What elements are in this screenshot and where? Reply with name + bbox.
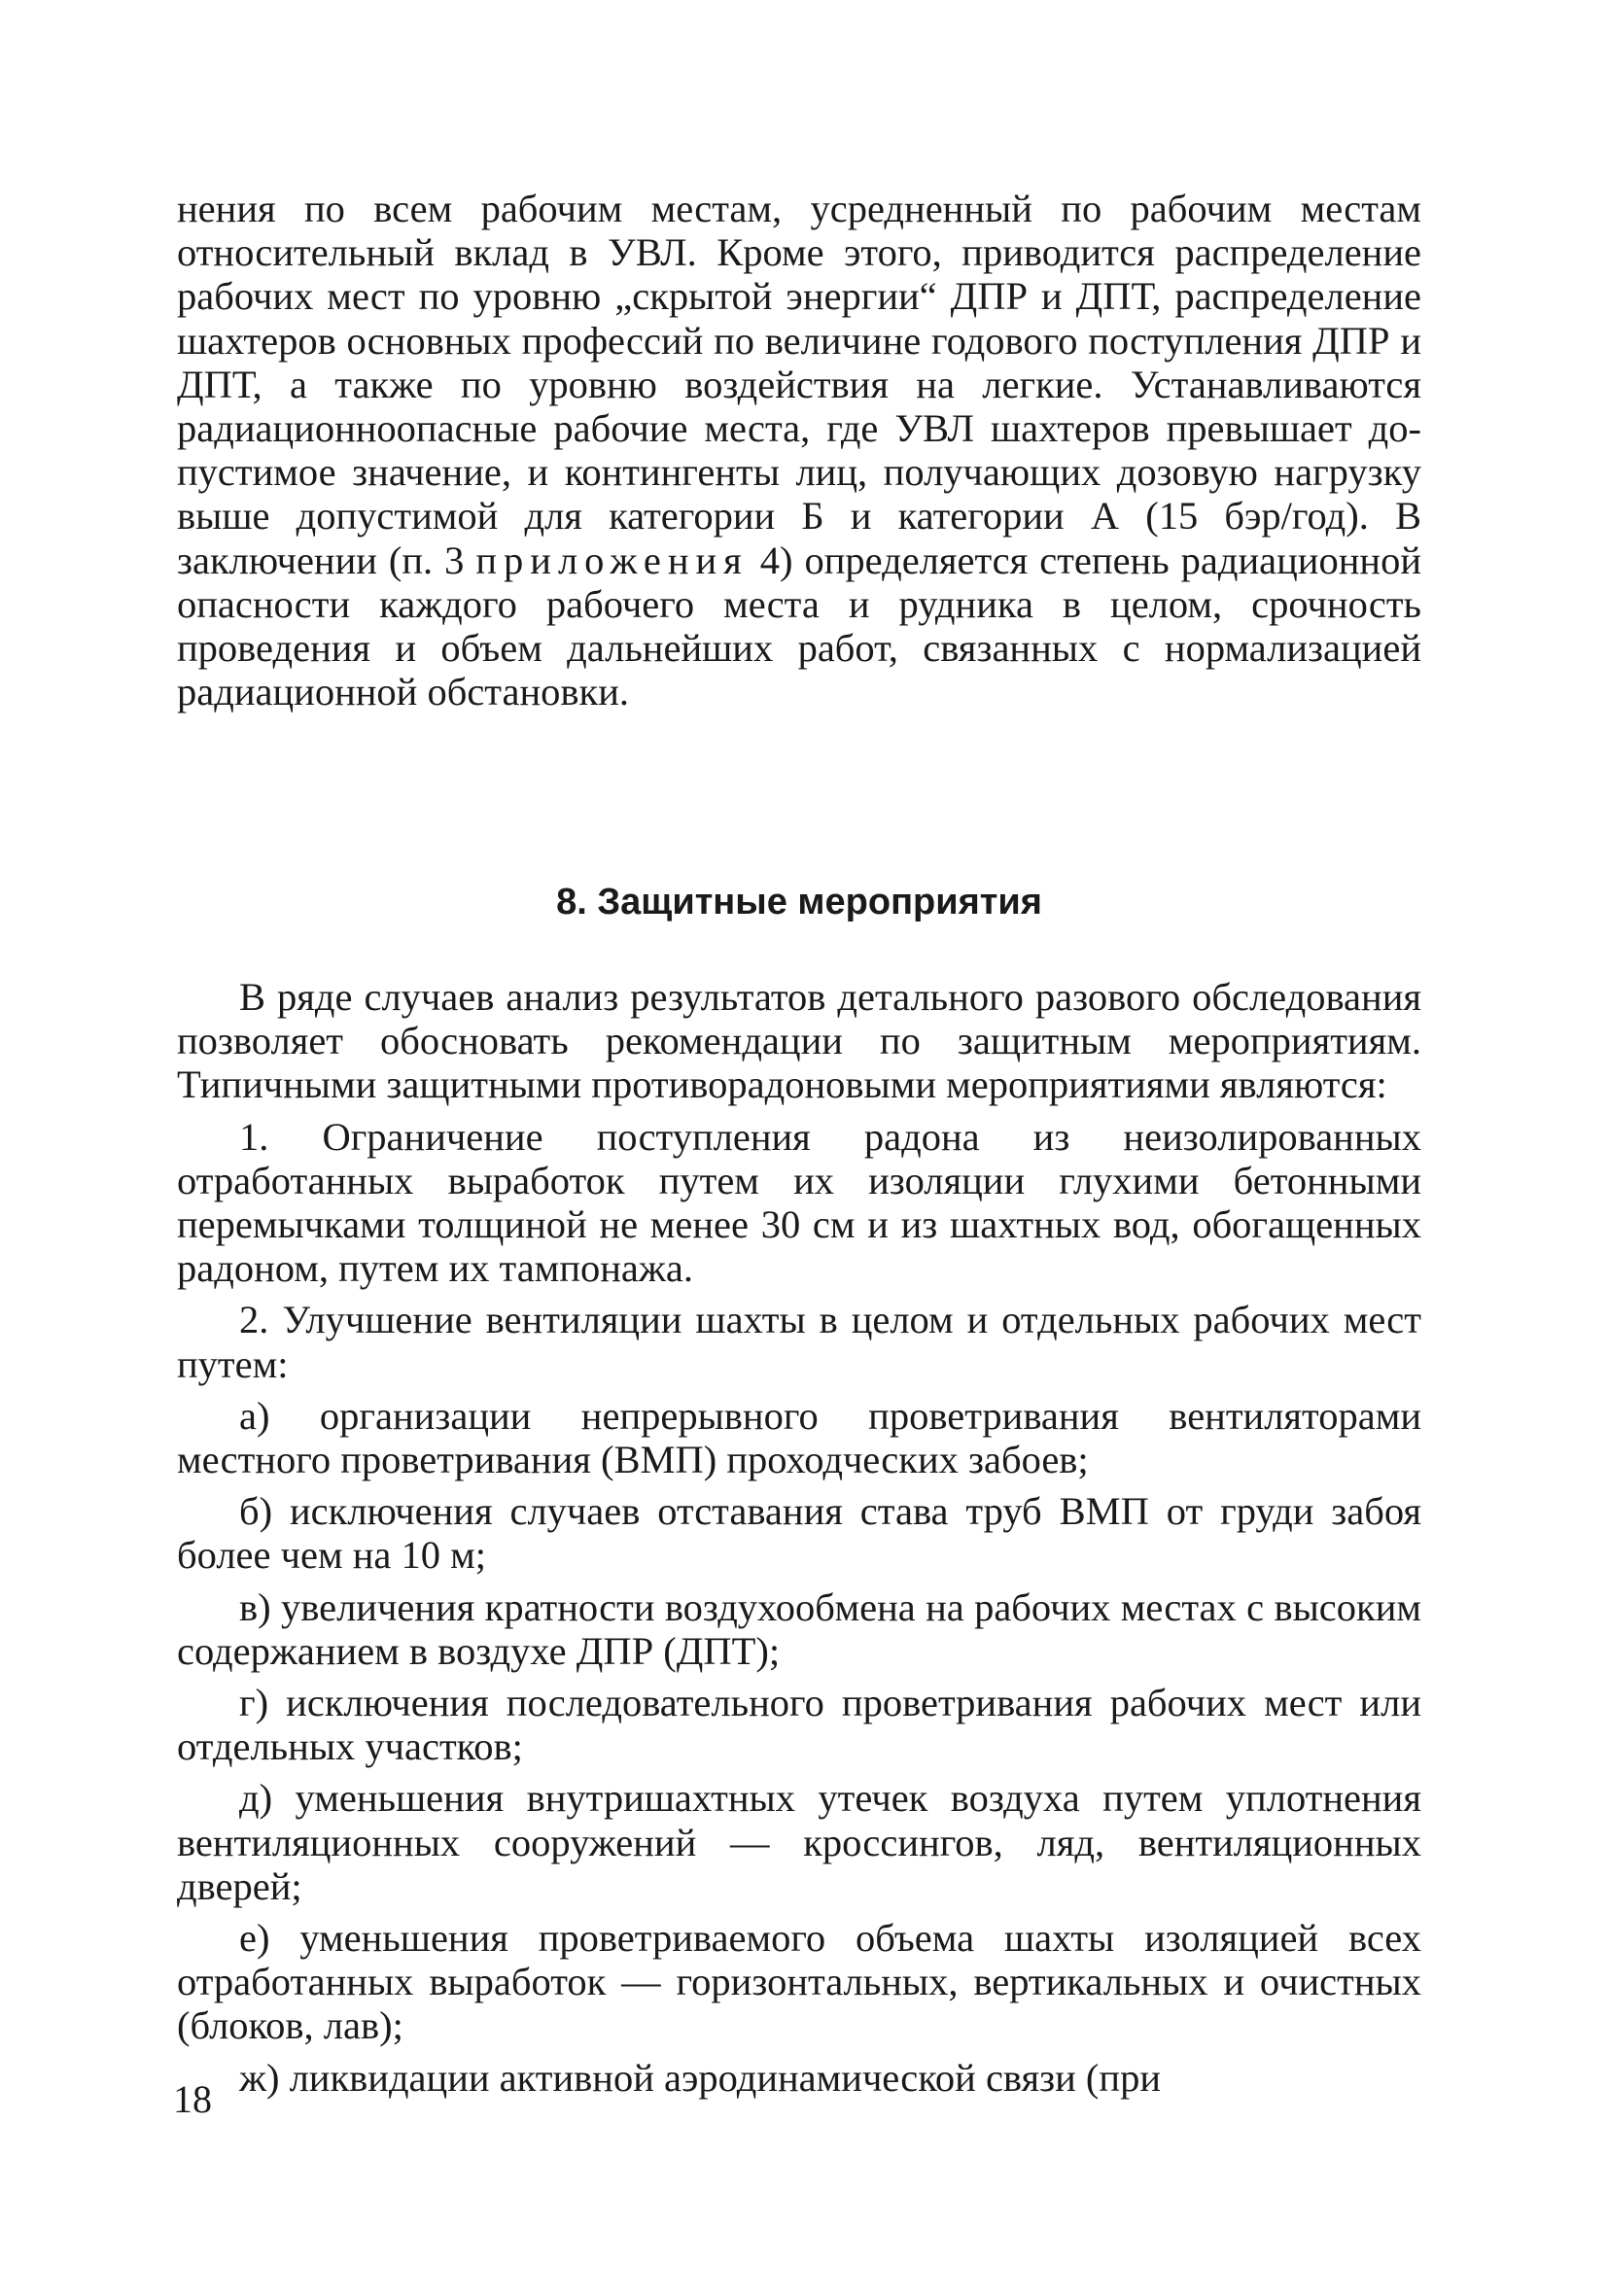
sub-item-v: в) увеличения кратности воздухообмена на рабочих местах с высоким содержанием в воздухе ДПР (ДПТ); (177, 1584, 1421, 1673)
sub-item-d: д) уменьшения внутришахтных утечек воздуха путем уплотнения вентиляционных сооружений — кроссингов, ляд, вентиляционных дверей; (177, 1776, 1421, 1908)
section-body (177, 975, 1421, 2100)
continued-paragraph-text (177, 187, 1421, 713)
sub-item-a: а) организации непрерывного проветривания вентиляторами местного проветривания (ВМП) проходческих забоев; (177, 1393, 1421, 1482)
sub-item-zh: ж) ликвидации активной аэродинамической связи (при (239, 2055, 1162, 2100)
list-item-2: 2. Улучшение вентиляции шахты в целом и отдельных рабочих мест путем: (177, 1298, 1421, 1386)
sub-item-g: г) исключения последовательного проветривания рабочих мест или отдельных участков; (177, 1681, 1421, 1769)
page-number: 18 (173, 2077, 212, 2121)
continued-paragraph (177, 187, 1421, 713)
sub-item-b: б) исключения случаев отставания става труб ВМП от груди забоя более чем на 10 м; (177, 1489, 1421, 1578)
list-item-1: 1. Ограничение поступления радона из неизолированных отработанных выработок путем их изоляции глухими бетонными перемычками толщиной не менее 30 см и из шахтных вод, обогащенных радоном, путем их тампонажа. (177, 1114, 1421, 1291)
section-heading: 8. Защитные мероприятия (556, 882, 1042, 922)
intro-paragraph: В ряде случаев анализ результатов детального разового обследования позволяет обосновать рекомендации по защитным мероприятиям. Типичными защитными противорадоновыми мероприятиями являются: (177, 975, 1421, 1107)
continued-paragraph-part-1: нения по всем рабочим местам, усредненный по рабочим местам относительный вклад в УВЛ. Кроме этого, приводится распределение рабочих мест по уровню „скрытой энергии“ ДПР и ДПТ, распределение шахтеров основных профессий по величине годового поступления ДПР и ДПТ, а также по уровню воздействия на легкие. Устанавливаются радиационноопасные рабочие места, где УВЛ шахтеров превышает допустимое значение, и контингенты лиц, получающих дозовую нагрузку выше допустимой для категории Б и категории А (15 бэр/год). В заключении (п. 3 (177, 187, 1421, 582)
sub-item-e: е) уменьшения проветриваемого объема шахты изоляцией всех отработанных выработок — горизонтальных, вертикальных и очистных (блоков, лав); (177, 1916, 1421, 2048)
continued-paragraph-part-2: 4) определяется степень радиационной опасности каждого рабочего места и рудника в целом, срочность проведения и объем дальнейших работ, связанных с нормализацией радиационной обстановки. (177, 538, 1421, 714)
spaced-word-appendix: приложения (475, 538, 749, 582)
